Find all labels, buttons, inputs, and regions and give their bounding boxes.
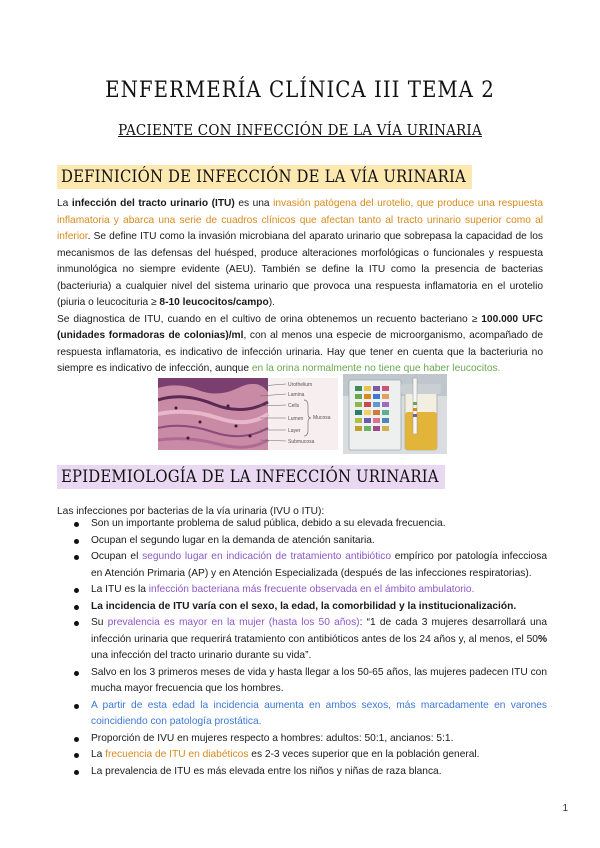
list-item: La frecuencia de ITU en diabéticos es 2-3 veces superior que en la población general.	[57, 747, 547, 764]
definition-paragraph-1: La infección del tracto urinario (ITU) es una invasión patógena del urotelio, que produce una respuesta inflamatoria y abarca una serie de cuadros clínicos que afectan tanto al tracto urinario superior como al inferior. Se define ITU como la invasión microbiana del aparato urinario que sobrepasa la capacidad de los mecanismos de las defensas del huésped, produce alteraciones morfológicas o funcionales y respuesta inmunológica no siempre evidente (AEU). También se define la ITU como la presencia de bacterias (bacteriuria) a cualquier nivel del sistema urinario que provoca una respuesta inflamatoria en el urotelio (piuria o leucocituria ≥ 8-10 leucocitos/campo).	[57, 198, 543, 308]
document-title: ENFERMERÍA CLÍNICA III TEMA 2	[105, 78, 495, 103]
epidemiology-list	[57, 516, 547, 780]
tissue-label-6: Submucosa	[288, 439, 315, 445]
page-number: 1	[562, 803, 568, 814]
tissue-label-4: Mucosa	[313, 415, 331, 421]
section-heading-epidemiology: EPIDEMIOLOGÍA DE LA INFECCIÓN URINARIA	[57, 465, 445, 489]
document-subtitle: PACIENTE CON INFECCIÓN DE LA VÍA URINARIA	[118, 121, 482, 139]
list-item: La prevalencia de ITU es más elevada entre los niños y niñas de raza blanca.	[57, 764, 547, 781]
list-item: La incidencia de ITU varía con el sexo, la edad, la comorbilidad y la institucionalización.	[57, 599, 547, 616]
tissue-label-3: Lumen	[288, 416, 304, 422]
tissue-label-2: Cells	[288, 403, 300, 409]
epidemiology-intro: Las infecciones por bacterias de la vía urinaria (IVU o ITU):	[57, 506, 325, 517]
list-item: Son un importante problema de salud pública, debido a su elevada frecuencia.	[57, 516, 547, 533]
list-item: Ocupan el segundo lugar en la demanda de atención sanitaria.	[57, 533, 547, 550]
definition-paragraph-2: Se diagnostica de ITU, cuando en el cultivo de orina obtenemos un recuento bacteriano ≥ 100.000 UFC (unidades formadoras de colonias)/ml, con al menos una especie de microorganismo, acompañado de respuesta inflamatoria, es indicativo de infección urinaria. Hay que tener en cuenta que la bacteriuria no siempre es indicativo de infección, aunque en la orina normalmente no tiene que haber leucocitos.	[57, 313, 544, 374]
section-heading-definition: DEFINICIÓN DE INFECCIÓN DE LA VÍA URINARIA	[57, 165, 472, 189]
list-item: Proporción de IVU en mujeres respecto a hombres: adultos: 50:1, ancianos: 5:1.	[57, 731, 547, 748]
tissue-label-5: Layer	[288, 428, 301, 434]
figures-row	[0, 374, 600, 454]
urothelium-histology-image	[158, 378, 338, 450]
list-item: Su prevalencia es mayor en la mujer (hasta los 50 años): “1 de cada 3 mujeres desarrollará una infección urinaria que requerirá tratamiento con antibióticos antes de los 24 años y, al menos, el 50% una infección del tracto urinario durante su vida”.	[57, 615, 547, 665]
urine-test-strip-image	[343, 374, 447, 454]
list-item: Salvo en los 3 primeros meses de vida y hasta llegar a los 50-65 años, las mujeres padecen ITU con mucha mayor frecuencia que los hombres.	[57, 665, 547, 698]
list-item: A partir de esta edad la incidencia aumenta en ambos sexos, más marcadamente en varones coincidiendo con patología prostática.	[57, 698, 547, 731]
list-item: Ocupan el segundo lugar en indicación de tratamiento antibiótico empírico por patología infecciosa en Atención Primaria (AP) y en Atención Especializada (después de las infecciones respiratorias).	[57, 549, 547, 582]
definition-paragraphs	[57, 196, 543, 378]
tissue-label-0: Urothelium	[288, 382, 313, 388]
tissue-label-1: Lamina	[288, 392, 305, 398]
list-item: La ITU es la infección bacteriana más frecuente observada en el ámbito ambulatorio.	[57, 582, 547, 599]
